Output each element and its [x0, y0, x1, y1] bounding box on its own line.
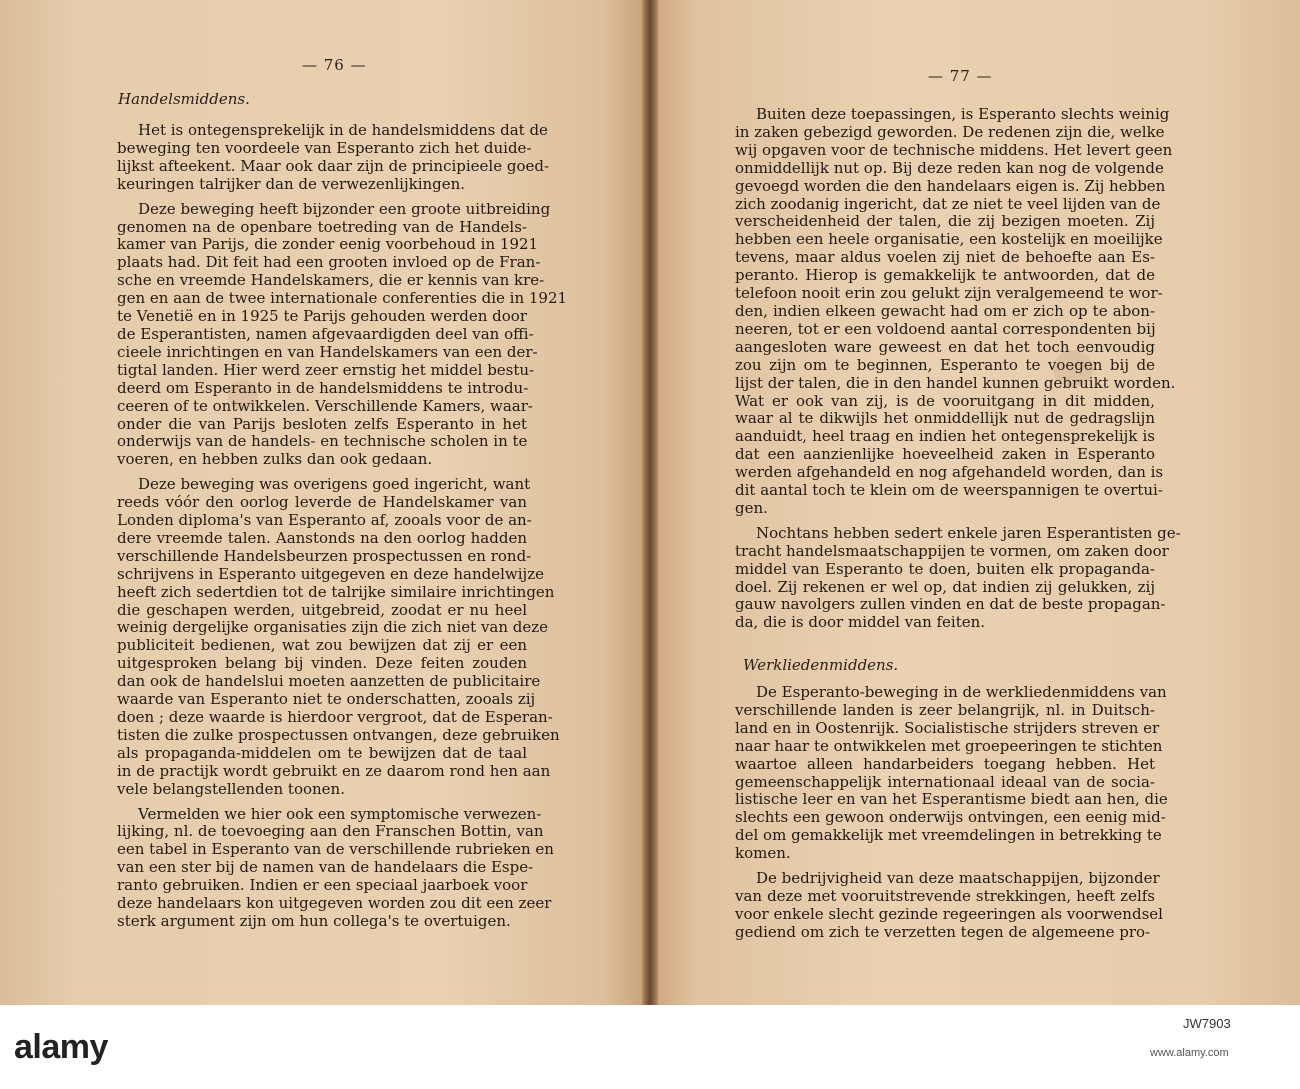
text-line: De Esperanto-beweging in de werkliedenmiddens van — [756, 683, 1167, 701]
text-line: waar al te dikwijls het onmiddellijk nut de gedragslijn — [735, 409, 1155, 428]
text-line: deerd om Esperanto in de handelsmiddens te introdu- — [117, 378, 529, 397]
text-line: Wat er ook van zij, is de vooruitgang in dit midden, — [735, 391, 1155, 410]
text-line: tigtal landen. Hier werd zeer ernstig het middel bestu- — [117, 360, 535, 379]
text-line: da, die is door middel van feiten. — [735, 613, 986, 632]
paragraph — [735, 683, 1168, 863]
text-line: verschillende Handelsbeurzen prospectussen en rond- — [117, 546, 532, 565]
text-line: doen ; deze waarde is hierdoor vergroot, dat de Esperan- — [117, 708, 553, 726]
text-line: neeren, tot er een voldoend aantal correspondenten bij — [735, 319, 1156, 338]
text-line: wij opgaven voor de technische middens. Het levert geen — [735, 140, 1173, 159]
text-line: Deze beweging heeft bijzonder een groote uitbreiding — [138, 199, 551, 218]
page-number: — 77 — — [928, 67, 993, 85]
text-line: land en in Oostenrijk. Socialistische strijders streven er — [735, 718, 1160, 737]
text-line: in zaken gebezigd geworden. De redenen zijn die, welke — [735, 122, 1165, 141]
text-line: aanduidt, heel traag en indien het ontegensprekelijk is — [735, 427, 1155, 446]
text-line: van deze met vooruitstrevende strekkingen, heeft zelfs — [735, 886, 1155, 905]
text-line: onmiddellijk nut op. Bij deze reden kan nog de volgende — [735, 158, 1164, 177]
watermark-logo: alamy — [14, 1028, 108, 1066]
text-line: als propaganda-middelen om te bewijzen dat de taal — [117, 743, 527, 762]
paragraph — [735, 105, 1176, 518]
text-line: tracht handelsmaatschappijen te vormen, om zaken door — [735, 541, 1169, 560]
page-stain — [1053, 350, 1093, 388]
text-line: del om gemakkelijk met vreemdelingen in betrekking te — [735, 826, 1162, 845]
paragraph — [117, 199, 568, 470]
section-heading: Handelsmiddens. — [118, 90, 250, 108]
text-line: die geschapen werden, uitgebreid, zoodat er nu heel — [117, 600, 527, 619]
text-line: gevoegd worden die den handelaars eigen is. Zij hebben — [735, 176, 1166, 195]
text-line: waarde van Esperanto niet te onderschatten, zooals zij — [117, 690, 536, 709]
text-line: voor enkele slecht gezinde regeeringen als voorwendsel — [735, 904, 1163, 923]
text-line: plaats had. Dit feit had een grooten invloed op de Fran- — [117, 253, 541, 272]
text-line: Buiten deze toepassingen, is Esperanto slechts weinig — [756, 105, 1170, 123]
text-line: zou zijn om te beginnen, Esperanto te voegen bij de — [735, 355, 1155, 374]
page-stain — [228, 380, 258, 410]
paragraph — [117, 475, 560, 798]
text-line: onder die van Parijs besloten zelfs Esperanto in het — [117, 414, 527, 433]
text-line: Het is ontegensprekelijk in de handelsmiddens dat de — [138, 121, 548, 139]
text-line: publiciteit bedienen, wat zou bewijzen dat zij er een — [117, 636, 527, 655]
text-line: hebben een heele organisatie, een kostelijk en moeilijke — [735, 230, 1163, 249]
text-line: heeft zich sedertdien tot de talrijke similaire inrichtingen — [117, 582, 555, 601]
text-line: naar haar te ontwikkelen met groepeeringen te stichten — [735, 736, 1163, 755]
text-line: tevens, maar aldus voelen zij niet de behoefte aan Es- — [735, 248, 1155, 267]
text-line: dere vreemde talen. Aanstonds na den oorlog hadden — [117, 528, 527, 547]
text-line: zich zoodanig ingericht, dat ze niet te veel lijden van de — [735, 194, 1161, 213]
image-id: JW7903 — [1183, 1016, 1231, 1031]
text-line: waartoe alleen handarbeiders toegang hebben. Het — [735, 754, 1155, 773]
page-number: — 76 — — [302, 56, 367, 74]
text-line: gen en aan de twee internationale conferenties die in 1921 — [117, 289, 568, 308]
text-line: onderwijs van de handels- en technische scholen in te — [117, 432, 528, 451]
text-line: lijking, nl. de toevoeging aan den Franschen Bottin, van — [117, 822, 544, 841]
text-line: lijkst afteekent. Maar ook daar zijn de principieele goed- — [117, 156, 550, 175]
text-line: beweging ten voordeele van Esperanto zich het duide- — [117, 138, 532, 157]
text-line: keuringen talrijker dan de verwezenlijkingen. — [117, 174, 466, 193]
paragraph — [117, 121, 550, 194]
right-page — [658, 0, 1300, 1005]
text-line: uitgesproken belang bij vinden. Deze feiten zouden — [117, 654, 527, 673]
text-line: slechts een gewoon onderwijs ontvingen, een eenig mid- — [735, 808, 1166, 827]
text-line: tisten die zulke prospectussen ontvangen, deze gebruiken — [117, 725, 560, 744]
text-line: dit aantal toch te klein om de weerspannigen te overtui- — [735, 481, 1163, 500]
text-line: gediend om zich te verzetten tegen de algemeene pro- — [735, 922, 1151, 941]
paragraph — [735, 869, 1163, 942]
text-line: De bedrijvigheid van deze maatschappijen, bijzonder — [756, 869, 1160, 888]
section-heading: Werkliedenmiddens. — [743, 656, 899, 674]
text-line: schrijvens in Esperanto uitgegeven en deze handelwijze — [117, 564, 544, 583]
text-line: gauw navolgers zullen vinden en dat de beste propagan- — [735, 595, 1166, 614]
text-line: dat een aanzienlijke hoeveelheid zaken in Esperanto — [735, 445, 1155, 464]
text-line: verscheidenheid der talen, die zij bezigen moeten. Zij — [735, 212, 1155, 231]
paragraph — [117, 804, 554, 931]
text-line: in de practijk wordt gebruikt en ze daarom rond hen aan — [117, 761, 551, 780]
text-line: ranto gebruiken. Indien er een speciaal jaarboek voor — [117, 876, 528, 895]
text-line: van een ster bij de namen van de handelaars die Espe- — [117, 858, 534, 877]
left-page — [0, 0, 642, 1005]
watermark-strip — [0, 1005, 1300, 1089]
text-line: doel. Zij rekenen er wel op, dat indien zij gelukken, zij — [735, 577, 1155, 596]
text-line: lijst der talen, die in den handel kunnen gebruikt worden. — [735, 373, 1176, 392]
text-line: reeds vóór den oorlog leverde de Handelskamer van — [117, 493, 527, 512]
text-line: werden afgehandeld en nog afgehandeld worden, dan is — [735, 463, 1164, 482]
text-line: Londen diploma's van Esperanto af, zooals voor de an- — [117, 511, 532, 530]
text-line: te Venetië en in 1925 te Parijs gehouden werden door — [117, 307, 527, 326]
text-line: vele belangstellenden toonen. — [117, 779, 345, 798]
text-line: de Esperantisten, namen afgevaardigden deel van offi- — [117, 324, 534, 343]
text-line: peranto. Hierop is gemakkelijk te antwoorden, dat de — [735, 266, 1155, 285]
text-line: aangesloten ware geweest en dat het toch eenvoudig — [735, 337, 1155, 356]
text-line: Vermelden we hier ook een symptomische verwezen- — [138, 804, 542, 823]
text-line: een tabel in Esperanto van de verschillende rubrieken en — [117, 840, 554, 859]
paragraph — [735, 523, 1181, 632]
text-line: gen. — [735, 498, 768, 517]
text-line: dan ook de handelslui moeten aanzetten de publicitaire — [117, 672, 541, 691]
text-line: voeren, en hebben zulks dan ook gedaan. — [117, 450, 433, 469]
text-line: middel van Esperanto te doen, buiten elk propaganda- — [735, 559, 1155, 578]
text-line: verschillende landen is zeer belangrijk, nl. in Duitsch- — [735, 700, 1155, 719]
body-text — [735, 683, 1168, 949]
text-line: ceeren of te ontwikkelen. Verschillende Kamers, waar- — [117, 396, 533, 415]
text-line: genomen na de openbare toetreding van de Handels- — [117, 217, 527, 236]
text-line: Deze beweging was overigens goed ingericht, want — [138, 475, 531, 494]
text-line: kamer van Parijs, die zonder eenig voorbehoud in 1921 — [117, 235, 539, 254]
text-line: den, indien elkeen gewacht had om er zich op te abon- — [735, 301, 1155, 320]
text-line: sterk argument zijn om hun collega's te overtuigen. — [117, 911, 511, 930]
text-line: telefoon nooit erin zou gelukt zijn veralgemeend te wor- — [735, 284, 1163, 303]
body-text — [117, 121, 568, 938]
text-line: komen. — [735, 844, 791, 863]
text-line: sche en vreemde Handelskamers, die er kennis van kre- — [117, 271, 545, 290]
text-line: gemeenschappelijk internationaal ideaal van de socia- — [735, 772, 1155, 791]
text-line: Nochtans hebben sedert enkele jaren Esperantisten ge- — [756, 523, 1181, 542]
text-line: weinig dergelijke organisaties zijn die zich niet van deze — [117, 618, 549, 637]
text-line: deze handelaars kon uitgegeven worden zou dit een zeer — [117, 894, 552, 913]
text-line: cieele inrichtingen en van Handelskamers van een der- — [117, 342, 538, 361]
watermark-url: www.alamy.com — [1150, 1047, 1229, 1059]
book-gutter — [642, 0, 658, 1005]
text-line: listische leer en van het Esperantisme biedt aan hen, die — [735, 790, 1168, 809]
